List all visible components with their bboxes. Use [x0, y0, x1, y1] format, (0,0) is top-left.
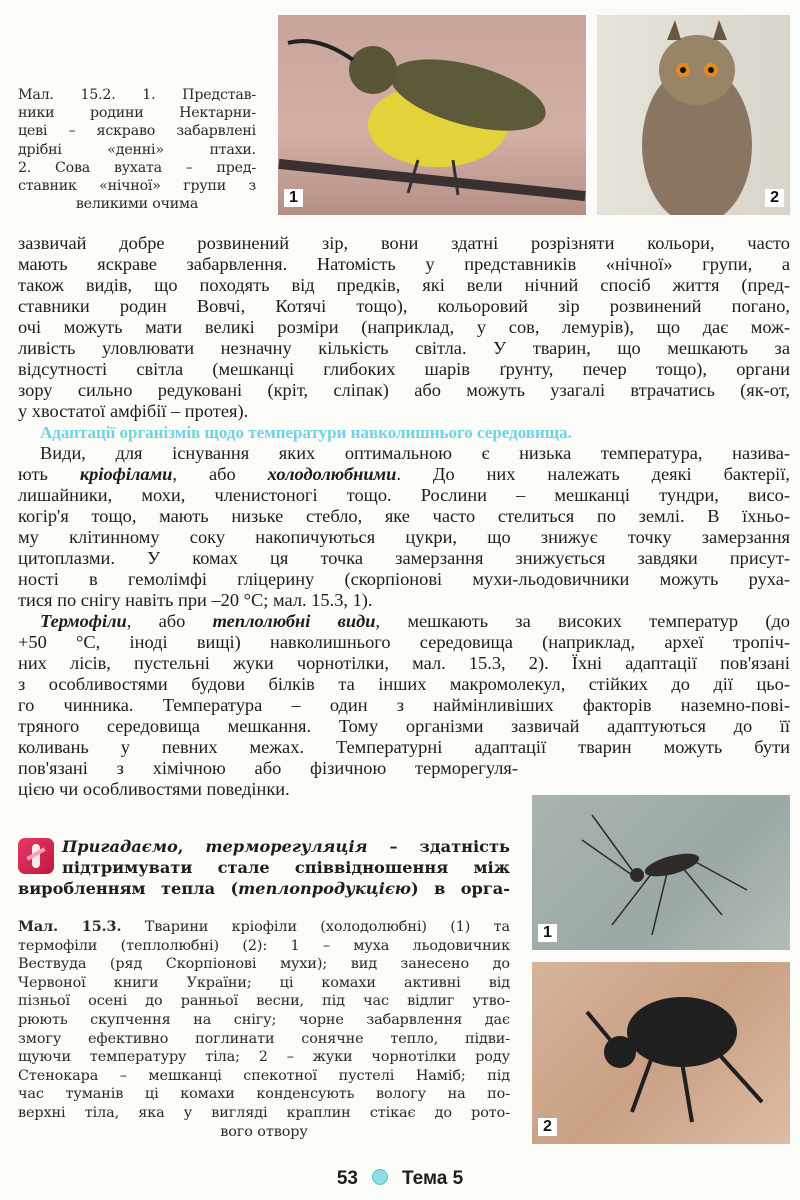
text-segment: ) в орга-	[411, 879, 510, 898]
text-segment: го чинника. Температура – один з наймінливіших факторів наземно-пові-	[18, 695, 790, 715]
photo-number: 2	[538, 1118, 557, 1136]
page-footer	[0, 1168, 800, 1190]
text-segment: когір'я тощо, мають низьке стебло, яке часто стелиться по землі. В їхньо-	[18, 506, 790, 526]
text-segment: +50 °С, іноді вищі) навколишнього середовища (наприклад, археї тропіч-	[18, 632, 790, 652]
text-line	[18, 955, 510, 974]
photo-number: 2	[765, 189, 784, 207]
text-segment: виробленням тепла (	[18, 879, 239, 898]
text-line	[18, 1085, 510, 1104]
text-segment: ють	[18, 464, 80, 484]
text-line	[18, 857, 510, 878]
text-line	[18, 141, 256, 159]
text-segment: пізньої осені до ранньої весни, під час відлиг утво-	[18, 993, 510, 1010]
owl-illustration	[597, 15, 790, 215]
text-segment: 2. Сова вухата – пред-	[18, 159, 256, 176]
text-segment: щуючи температуру тіла; 2 – жуки чорнотілки роду	[18, 1049, 510, 1066]
text-line	[18, 464, 790, 485]
emphasized-term: Мал. 15.3.	[18, 918, 122, 935]
text-segment: коливань у певних межах. Температурні адаптації тварин можуть бути	[18, 737, 790, 757]
text-segment: підтримувати стале співвідношення між	[62, 858, 510, 877]
text-line	[18, 195, 256, 213]
text-segment: ставник «нічної» групи з	[18, 178, 256, 195]
text-line	[18, 122, 256, 140]
text-segment: Мал. 15.2. 1. Представ-	[18, 87, 256, 103]
text-segment: ники родини Нектарни-	[18, 105, 256, 122]
text-line	[18, 1104, 510, 1123]
text-line	[18, 254, 790, 275]
text-segment: зору сильно редуковані (кріт, сліпак) або можуть узагалі втрачатись (як-от,	[18, 380, 790, 400]
photo-number: 1	[538, 924, 557, 942]
text-segment: , або	[126, 611, 213, 631]
text-line	[18, 443, 790, 464]
main-text	[18, 233, 790, 800]
text-line	[18, 1123, 510, 1142]
text-segment: . До них належать деякі бактерії,	[396, 464, 790, 484]
text-line	[18, 1048, 510, 1067]
beetle-illustration	[532, 962, 790, 1144]
figure-15-3-caption	[18, 918, 510, 1141]
text-segment: ливість уловлювати незначну кількість світла. У тварин, що мешкають за	[18, 338, 790, 358]
text-line	[18, 695, 790, 716]
owl-photo	[597, 15, 790, 215]
text-segment: мають яскраве забарвлення. Натомість у представників «нічної» групи, а	[18, 254, 790, 274]
text-segment: з особливостями будови білків та інших макромолекул, стійких до дії цьо-	[18, 674, 790, 694]
text-segment: Адаптації організмів щодо температури навколишнього середовища.	[40, 423, 572, 442]
emphasized-term: терморегуляція	[205, 837, 368, 856]
fly-illustration	[532, 795, 790, 950]
text-line	[18, 422, 790, 443]
text-line	[18, 380, 790, 401]
text-segment: них лісів, пустельні жуки чорнотілки, мал. 15.3, 2). Їхні адаптації пов'язані	[18, 653, 790, 673]
text-segment: великими очима	[75, 196, 199, 213]
emphasized-term: Термофіли	[40, 611, 127, 631]
text-line	[18, 569, 790, 590]
text-segment: Стенокара – мешканці спекотної пустелі Наміб; під	[18, 1067, 510, 1084]
text-segment: , мешкають за високих температур (до	[375, 611, 791, 631]
text-line	[18, 611, 790, 632]
text-segment: час туманів ці комахи конденсують вологу на по-	[18, 1086, 510, 1103]
text-line	[18, 590, 790, 611]
text-line	[18, 506, 790, 527]
page-number: 53	[336, 1168, 358, 1189]
topic-label: Тема 5	[401, 1168, 464, 1189]
text-line	[18, 233, 790, 254]
text-segment: ,	[177, 837, 206, 856]
text-line	[18, 548, 790, 569]
reminder-icon	[18, 838, 54, 874]
text-segment: цією чи особливостями поведінки.	[18, 779, 290, 799]
text-segment: Червоної книги України; ці комахи активні від	[18, 974, 510, 991]
emphasized-term: холодолюбними	[267, 464, 397, 484]
text-segment: , або	[172, 464, 268, 484]
text-line	[18, 758, 518, 779]
text-line	[18, 918, 510, 937]
text-segment: термофіли (теплолюбні) (2): 1 – муха льодовичник	[18, 937, 510, 954]
photo-number: 1	[284, 189, 303, 207]
text-segment: тися по снігу навіть при –20 °С; мал. 15.3, 1).	[18, 590, 373, 610]
text-line	[18, 359, 790, 380]
text-line	[18, 159, 256, 177]
text-line	[18, 401, 790, 422]
snow-fly-photo	[532, 795, 790, 950]
text-line	[18, 632, 790, 653]
text-segment: Види, для існування яких оптимальною є низька температура, назива-	[40, 443, 790, 463]
emphasized-term: Пригадаємо	[62, 837, 178, 856]
text-line	[18, 937, 510, 956]
text-line	[18, 1067, 510, 1086]
text-segment: лишайники, мохи, членистоногі тощо. Рослини – мешканці тундри, висо-	[18, 485, 790, 505]
emphasized-term: кріофілами	[79, 464, 173, 484]
text-line	[18, 296, 790, 317]
text-line	[18, 836, 510, 857]
text-line	[18, 177, 256, 195]
text-segment: цитоплазми. У комах ця точка замерзання знижується завдяки присут-	[18, 548, 790, 568]
text-line	[18, 737, 790, 758]
text-segment: змогу ефективно поглинати сонячне тепло, підви-	[18, 1030, 510, 1047]
reminder-box	[18, 836, 510, 899]
text-line	[18, 878, 510, 899]
text-line	[18, 275, 790, 296]
text-segment: ності в гемолімфі гліцерину (скорпіонові мухи-льодовичники можуть руха-	[18, 569, 790, 589]
text-line	[18, 716, 790, 737]
sunbird-illustration	[278, 15, 586, 215]
text-line	[18, 338, 790, 359]
emphasized-term: теплолюбні види	[212, 611, 376, 631]
text-line	[18, 317, 790, 338]
sunbird-photo	[278, 15, 586, 215]
text-segment: дрібні «денні» птахи.	[18, 141, 256, 158]
text-segment: вого отвору	[220, 1123, 308, 1140]
text-line	[18, 779, 518, 800]
text-segment: також видів, що походять від предків, які вели нічний спосіб життя (пред-	[18, 275, 790, 295]
circle-icon	[372, 1169, 388, 1185]
text-line	[18, 86, 256, 104]
text-line	[18, 974, 510, 993]
text-line	[18, 1011, 510, 1030]
text-segment: пов'язані з хімічною або фізичною терморегуля-	[18, 758, 518, 778]
figure-15-2-caption	[18, 86, 256, 213]
text-segment: цеві – яскраво забарвлені	[18, 123, 256, 140]
text-segment: рюють скупчення на снігу; чорне забарвлення дає	[18, 1011, 510, 1028]
text-segment: ставники родин Вовчі, Котячі тощо), кольоровий зір розвинений погано,	[18, 296, 790, 316]
text-line	[18, 527, 790, 548]
text-segment: відсутності світла (мешканці глибоких шарів ґрунту, печер тощо), органи	[18, 359, 790, 379]
text-segment: Тварини кріофіли (холодолюбні) (1) та	[121, 919, 511, 935]
text-segment: – здатність	[367, 837, 511, 856]
text-segment: очі можуть мати великі розміри (наприклад, у сов, лемурів), що дає мож-	[18, 317, 790, 337]
text-line	[18, 1030, 510, 1049]
text-segment: у хвостатої амфібії – протея).	[18, 401, 249, 421]
text-line	[18, 653, 790, 674]
text-segment: верхні тіла, яка у вигляді краплин стікає до рото-	[18, 1104, 510, 1121]
text-line	[18, 992, 510, 1011]
text-line	[18, 104, 256, 122]
text-segment: Вествуда (ряд Скорпіонові мухи); вид занесено до	[18, 956, 510, 973]
emphasized-term: теплопродукцією	[238, 879, 412, 898]
text-line	[18, 485, 790, 506]
text-line	[18, 674, 790, 695]
text-segment: му клітинному соку накопичуються цукри, що знижує точку замерзання	[18, 527, 790, 547]
text-segment: тряного середовища мешкання. Тому організми зазвичай адаптуються до її	[18, 716, 790, 736]
darkling-beetle-photo	[532, 962, 790, 1144]
text-segment: зазвичай добре розвинений зір, вони здатні розрізняти кольори, часто	[18, 233, 790, 253]
